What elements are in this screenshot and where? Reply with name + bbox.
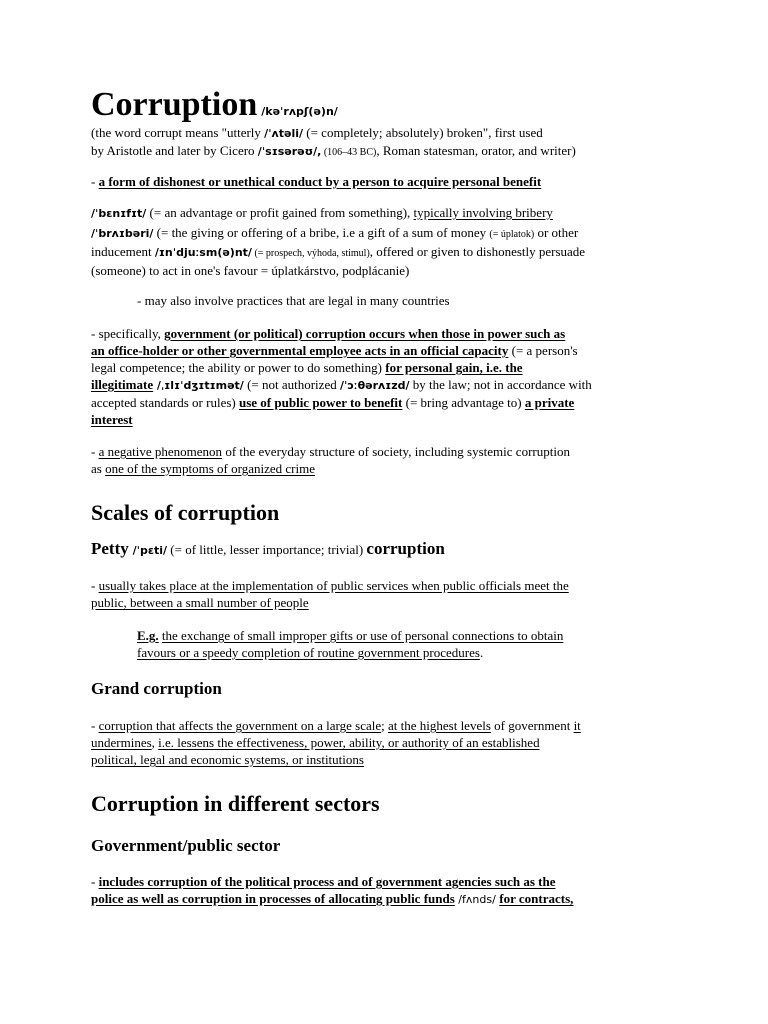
title-pronunciation: /kəˈrʌpʃ(ə)n/: [261, 105, 338, 118]
grand-description: - corruption that affects the government on a large scale; at the highest levels of government it undermines, i.e. lessens the effectiveness, power, ability, or authority of an established political, legal and economic systems, or institutions: [91, 718, 581, 767]
benefit-gloss: /ˈbɛnɪfɪt/ (= an advantage or profit gained from something), typically involving bribery: [91, 205, 553, 220]
heading-petty: Petty /ˈpɛti/ (= of little, lesser importance; trivial) corruption: [91, 539, 445, 558]
title-line: [91, 86, 681, 124]
political-corruption: - specifically, government (or political) corruption occurs when those in power such as an office-holder or other governmental employee acts in an official capacity (= a person's legal competence; the ability or power to do something) for personal gain, i.e. the illegitimate /ˌɪlɪˈdʒɪtɪmət/ (= not authorized /ˈɔːθərʌɪzd/ by the law; not in accordance with accepted standards or rules) use of public power to benefit (= bring advantage to) a private interest: [91, 326, 592, 427]
definition: - a form of dishonest or unethical conduct by a person to acquire personal benefit: [91, 174, 542, 189]
etymology: (the word corrupt means "utterly /ˈʌtəli/ (= completely; absolutely) broken", first used by Aristotle and later by Cicero /ˈsɪsərəʊ/, (106–43 BC), Roman statesman, orator, and writer): [91, 125, 576, 158]
title-block: [91, 86, 681, 161]
government-description: - includes corruption of the political process and of government agencies such as the police as well as corruption in processes of allocating public funds /fʌnds/ for contracts,: [91, 874, 574, 906]
petty-description: - usually takes place at the implementation of public services when public officials meet the public, between a small number of people: [91, 578, 569, 610]
heading-government: Government/public sector: [91, 836, 281, 855]
bribery-gloss: /ˈbrʌɪbəri/ (= the giving or offering of a bribe, i.e a gift of a sum of money (= úplatok) or other inducement /ɪnˈdjuːsm(ə)nt/ (= prospech, výhoda, stimul), offered or given to dishonestly persuade (someone) to act in one's favour = úplatkárstvo, podplácanie): [91, 225, 586, 278]
heading-scales: Scales of corruption: [91, 500, 280, 525]
legal-note: - may also involve practices that are legal in many countries: [137, 293, 450, 308]
page-title: Corruption: [91, 86, 258, 123]
petty-example: E.g. the exchange of small improper gifts or use of personal connections to obtain favours or a speedy completion of routine government procedures.: [137, 628, 564, 660]
heading-grand: Grand corruption: [91, 679, 222, 698]
negative-phenomenon: - a negative phenomenon of the everyday structure of society, including systemic corruption as one of the symptoms of organized crime: [91, 444, 570, 476]
heading-sectors: Corruption in different sectors: [91, 791, 380, 816]
